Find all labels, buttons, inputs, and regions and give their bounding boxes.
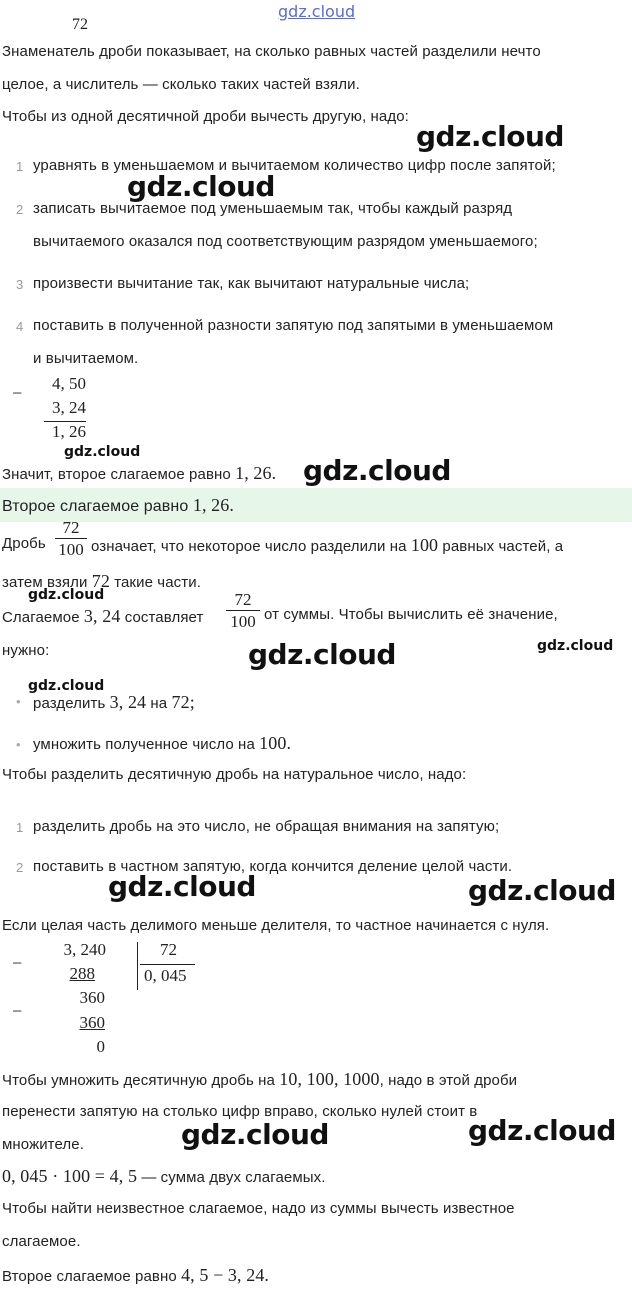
fraction-72-100-second bbox=[226, 590, 260, 633]
long-div-dividend: 3, 240 bbox=[63, 940, 106, 959]
term-line-1a bbox=[2, 606, 203, 627]
fraction-math-100: 100 bbox=[410, 535, 439, 555]
column-minus-sign: − bbox=[12, 383, 23, 403]
sub-step-4-text-cont: и вычитаемом. bbox=[33, 350, 139, 367]
answer-value: 1, 26. bbox=[192, 495, 234, 515]
multiply-line-1 bbox=[2, 1069, 517, 1090]
watermark-7: gdz.cloud bbox=[537, 638, 614, 654]
column-result: 1, 26 bbox=[52, 422, 86, 441]
div-step-1-text: разделить дробь на это число, не обращая внимания на запятую; bbox=[33, 818, 500, 835]
long-div-minus-1: − bbox=[12, 953, 23, 973]
sub-step-3-text: произвести вычитание так, как вычитают натуральные числа; bbox=[33, 275, 470, 292]
column-minuend: 4, 50 bbox=[52, 374, 86, 393]
fraction-72-100 bbox=[55, 518, 87, 561]
bullet-1-text2: на bbox=[146, 695, 172, 712]
bullet-dot-1: • bbox=[16, 694, 21, 709]
div-step-1-number: 1 bbox=[16, 820, 24, 835]
watermark-6: gdz.cloud bbox=[248, 638, 396, 671]
intro-line-1: Знаменатель дроби показывает, на сколько равных частей разделили нечто bbox=[2, 43, 541, 60]
watermark-1: gdz.cloud bbox=[416, 120, 564, 153]
sum-line bbox=[2, 1166, 326, 1187]
watermark-8: gdz.cloud bbox=[28, 678, 105, 694]
sub-step-2-text-cont: вычитаемого оказался под соответствующим разрядом уменьшаемого; bbox=[33, 233, 538, 250]
sub-step-1-number: 1 bbox=[16, 159, 24, 174]
long-div-divisor: 72 bbox=[160, 940, 177, 959]
term-text-a: Слагаемое bbox=[2, 609, 84, 626]
bullet-1 bbox=[33, 692, 195, 713]
top-watermark: gdz.cloud bbox=[278, 2, 356, 21]
term-line-2: нужно: bbox=[2, 642, 50, 659]
subtraction-rule: Чтобы из одной десятичной дроби вычесть другую, надо: bbox=[2, 108, 409, 125]
unknown-term-line-2: слагаемое. bbox=[2, 1233, 81, 1250]
final-line bbox=[2, 1265, 269, 1286]
bullet-1-math: 3, 24 bbox=[109, 692, 147, 712]
second-term-sentence bbox=[2, 463, 276, 484]
watermark-2: gdz.cloud bbox=[127, 170, 275, 203]
long-div-quotient: 0, 045 bbox=[144, 966, 187, 985]
column-subtrahend: 3, 24 bbox=[52, 398, 86, 417]
term-line-1b: от суммы. Чтобы вычислить её значение, bbox=[264, 606, 558, 623]
intro-line-2: целое, а числитель — сколько таких частей взяли. bbox=[2, 76, 360, 93]
final-math: 4, 5 − 3, 24. bbox=[181, 1265, 270, 1285]
bullet-1-math2: 72; bbox=[171, 692, 195, 712]
fraction-text-b: равных частей, а bbox=[438, 538, 564, 555]
multiply-math: 10, 100, 1000 bbox=[279, 1069, 380, 1089]
long-div-remainder-2: 0 bbox=[96, 1037, 105, 1056]
div-step-2-number: 2 bbox=[16, 860, 24, 875]
second-term-value: 1, 26. bbox=[235, 463, 277, 483]
fraction-numerator-2: 72 bbox=[234, 590, 252, 609]
bullet-dot-2: • bbox=[16, 737, 21, 752]
sub-step-2-number: 2 bbox=[16, 202, 24, 217]
fraction-text-a: означает, что некоторое число разделили на bbox=[91, 538, 411, 555]
long-div-subtract-1: 288 bbox=[69, 964, 95, 983]
sum-math: 0, 045 · 100 = 4, 5 bbox=[2, 1166, 138, 1186]
watermark-9: gdz.cloud bbox=[108, 870, 256, 903]
long-div-remainder-1: 360 bbox=[79, 988, 105, 1007]
multiply-line-2: перенести запятую на столько цифр вправо, сколько нулей стоит в bbox=[2, 1103, 478, 1120]
fraction-math-72: 72 bbox=[91, 571, 110, 591]
unknown-term-line-1: Чтобы найти неизвестное слагаемое, надо из суммы вычесть известное bbox=[2, 1200, 515, 1217]
answer-line bbox=[2, 495, 234, 516]
sub-step-3-number: 3 bbox=[16, 277, 24, 292]
multiply-text-a: Чтобы умножить десятичную дробь на bbox=[2, 1072, 280, 1089]
fraction-numerator: 72 bbox=[62, 518, 80, 537]
long-div-bar bbox=[137, 942, 138, 990]
sub-step-1-text: уравнять в уменьшаемом и вычитаемом количество цифр после запятой; bbox=[33, 157, 556, 174]
sub-step-4-number: 4 bbox=[16, 319, 24, 334]
sum-text: — сумма двух слагаемых. bbox=[137, 1169, 326, 1186]
watermark-11: gdz.cloud bbox=[181, 1118, 329, 1151]
second-term-text: Значит, второе слагаемое равно bbox=[2, 466, 236, 483]
division-rule: Чтобы разделить десятичную дробь на натуральное число, надо: bbox=[2, 766, 467, 783]
fraction-text-d: такие части. bbox=[109, 574, 201, 591]
cut-off-number: 72 bbox=[72, 16, 88, 33]
term-text-b: составляет bbox=[120, 609, 204, 626]
watermark-5: gdz.cloud bbox=[28, 587, 105, 603]
sub-step-2-text: записать вычитаемое под уменьшаемым так, чтобы каждый разряд bbox=[33, 200, 513, 217]
watermark-12: gdz.cloud bbox=[468, 1114, 616, 1147]
answer-text: Второе слагаемое равно bbox=[2, 498, 193, 515]
multiply-line-3: множителе. bbox=[2, 1136, 84, 1153]
long-div-quotient-line bbox=[140, 964, 195, 965]
watermark-10: gdz.cloud bbox=[468, 874, 616, 907]
fraction-denominator-2: 100 bbox=[226, 610, 260, 633]
fraction-label: Дробь bbox=[2, 535, 46, 552]
watermark-3: gdz.cloud bbox=[64, 444, 141, 460]
final-text: Второе слагаемое равно bbox=[2, 1268, 182, 1285]
fraction-denominator: 100 bbox=[55, 538, 87, 561]
sub-step-4-text: поставить в полученной разности запятую под запятыми в уменьшаемом bbox=[33, 317, 554, 334]
multiply-text-b: , надо в этой дроби bbox=[379, 1072, 518, 1089]
term-math-324: 3, 24 bbox=[83, 606, 121, 626]
long-div-subtract-2: 360 bbox=[79, 1013, 105, 1032]
bullet-2-text: умножить полученное число на bbox=[33, 736, 260, 753]
bullet-2-math: 100. bbox=[259, 733, 292, 753]
fraction-text-c: затем взяли bbox=[2, 574, 92, 591]
watermark-4: gdz.cloud bbox=[303, 454, 451, 487]
long-div-minus-2: − bbox=[12, 1001, 23, 1021]
zero-quotient-rule: Если целая часть делимого меньше делителя, то частное начинается с нуля. bbox=[2, 917, 550, 934]
fraction-explanation bbox=[91, 535, 563, 556]
bullet-1-text: разделить bbox=[33, 695, 110, 712]
bullet-2 bbox=[33, 733, 291, 754]
div-step-2-text: поставить в частном запятую, когда кончится деление целой части. bbox=[33, 858, 513, 875]
